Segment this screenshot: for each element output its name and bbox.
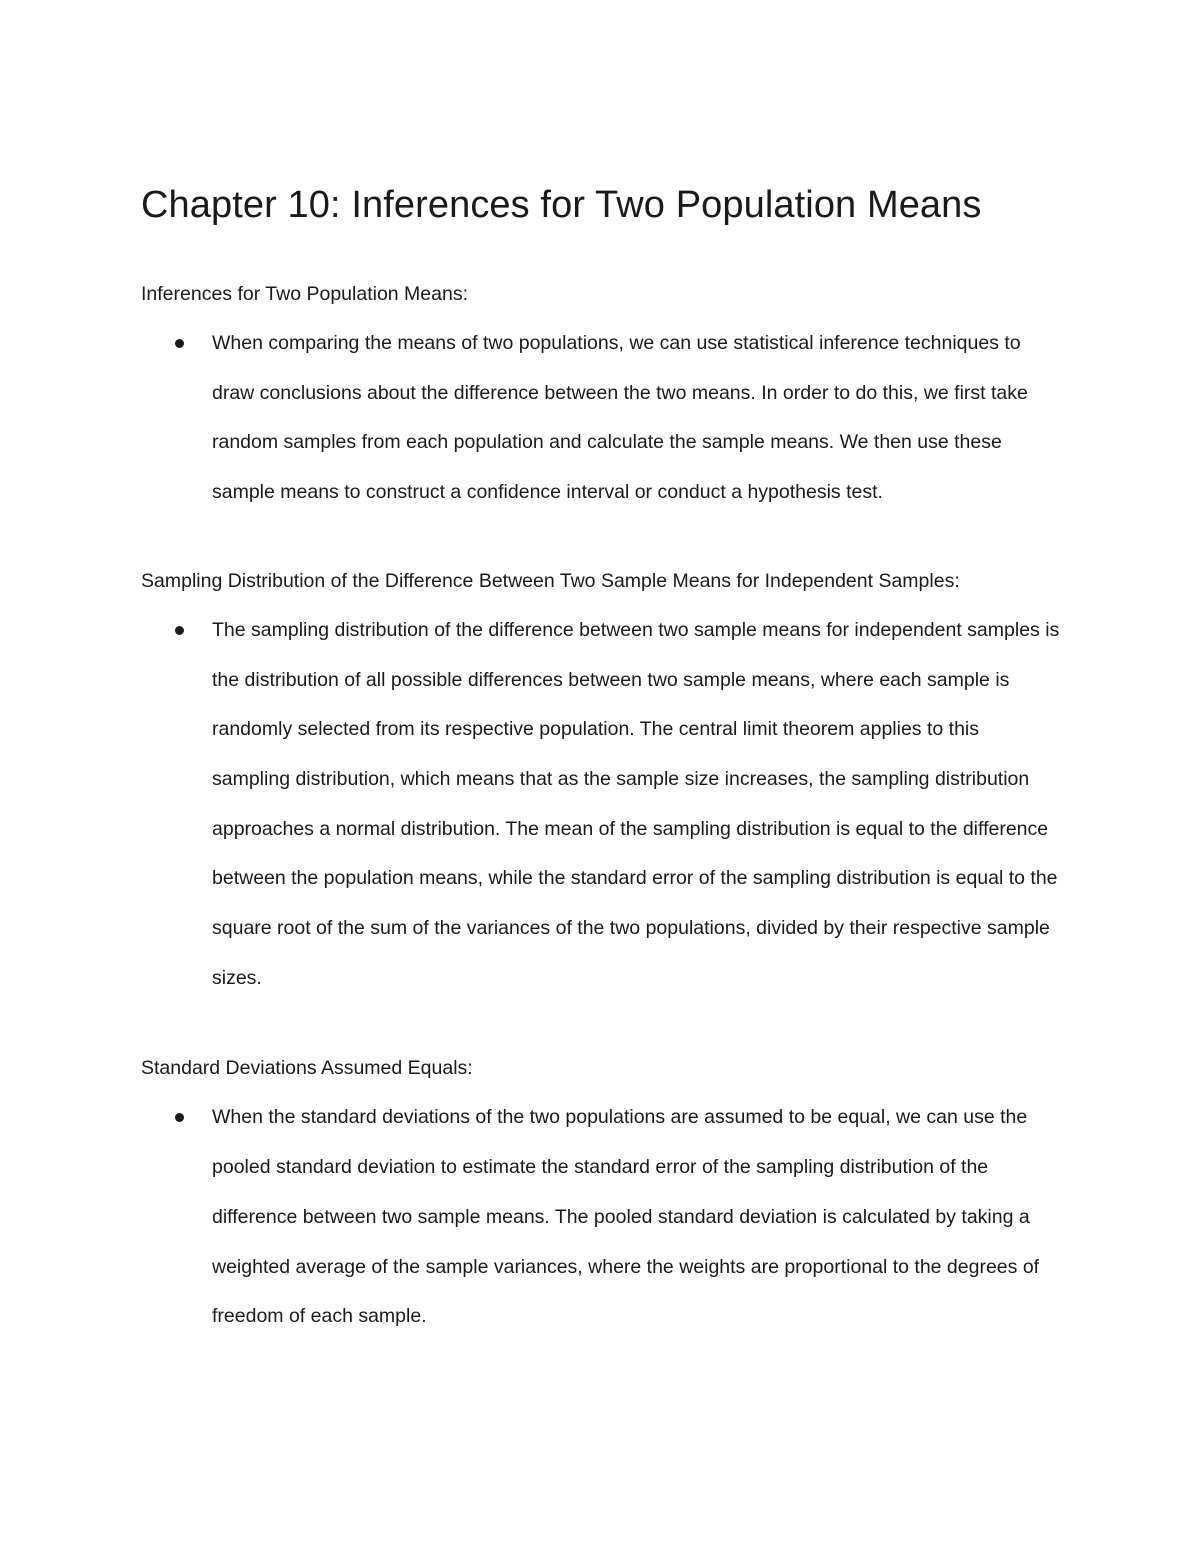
bullet-text: When the standard deviations of the two populations are assumed to be equal, we can use the pooled standard deviation to estimate the standard error of the sampling distribution of the difference between two sample means. The pooled standard deviation is calculated by taking a weighted average of the sample variances, where the weights are proportional to the degrees of freedom of each sample. xyxy=(212,1106,1040,1328)
document-page xyxy=(141,180,1061,1342)
section-heading: Standard Deviations Assumed Equals: xyxy=(141,1057,473,1080)
bullet-list xyxy=(141,606,1061,1004)
bullet-list xyxy=(141,319,1061,518)
list-item xyxy=(141,606,1061,1004)
list-item xyxy=(141,1093,1061,1342)
section-standard-deviations xyxy=(141,1055,1061,1342)
document-title: Chapter 10: Inferences for Two Population Means xyxy=(141,184,982,226)
bullet-text: When comparing the means of two populations, we can use statistical inference techniques to draw conclusions about the difference between the two means. In order to do this, we first take random samples from each population and calculate the sample means. We then use these sample means to construct a confidence interval or conduct a hypothesis test. xyxy=(212,332,1028,504)
bullet-icon xyxy=(175,339,184,348)
bullet-icon xyxy=(175,1113,184,1122)
section-inferences xyxy=(141,281,1061,518)
section-sampling-distribution xyxy=(141,568,1061,1004)
bullet-text: The sampling distribution of the difference between two sample means for independent samples is the distribution of all possible differences between two sample means, where each sample is randomly selected from its respective population. The central limit theorem applies to this sampling distribution, which means that as the sample size increases, the sampling distribution approaches a normal distribution. The mean of the sampling distribution is equal to the difference between the population means, while the standard error of the sampling distribution is equal to the square root of the sum of the variances of the two populations, divided by their respective sample sizes. xyxy=(212,618,1060,989)
bullet-list xyxy=(141,1093,1061,1342)
list-item xyxy=(141,319,1061,518)
bullet-icon xyxy=(175,626,184,635)
section-heading: Sampling Distribution of the Difference Between Two Sample Means for Independent Samples: xyxy=(141,569,960,592)
section-heading: Inferences for Two Population Means: xyxy=(141,283,468,305)
